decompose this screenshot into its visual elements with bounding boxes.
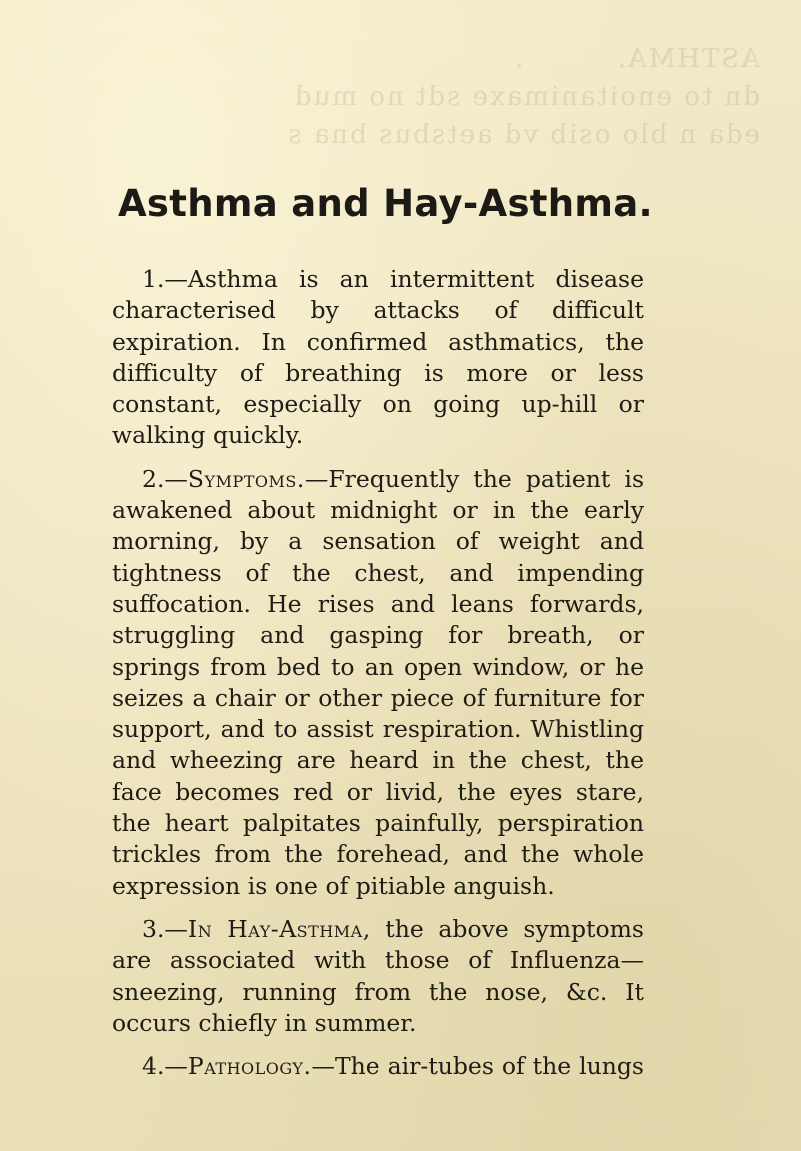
paragraph-number: 4. <box>142 1052 165 1081</box>
paragraph-number: 2. <box>142 464 165 493</box>
paragraph-heading: Pathology. <box>187 1052 312 1081</box>
paragraph-4: 4.—Pathology.—The air-tubes of the lungs <box>142 1052 644 1081</box>
paragraph-body: the above symptoms are associated with those of Influenza—sneezing, running from the nose, &c. It occurs chiefly in summer. <box>112 914 644 1037</box>
body-text <box>112 264 644 1094</box>
paragraph-number: 1. <box>142 265 165 293</box>
paragraph-heading: In Hay-Asthma, <box>187 914 371 943</box>
paragraph-3: 3.—In Hay-Asthma, the above symptoms are associated with those of Influenza—sneezing, running from the nose, &c. It occurs chiefly in summer. <box>112 914 644 1037</box>
page-title: Asthma and Hay-Asthma. <box>118 182 653 225</box>
paragraph-body: Frequently the patient is awakened about midnight or in the early morning, by a sensation of weight and tightness of the chest, and impending suffocation. He rises and leans forwards, struggling and gasping for breath, or springs from bed to an open window, or he seizes a chair or other piece of furniture for support, and to assist respiration. Whistling and wheezing are heard in the chest, the face becomes red or livid, the eyes stare, the heart palpitates painfully, perspiration trickles from the forehead, and the whole expression is one of pitiable anguish. <box>112 464 644 900</box>
paragraph-number: 3. <box>142 914 165 943</box>
paragraph-heading: Symptoms. <box>187 464 305 493</box>
show-through-text: ASTHMA. . dn to enoitanimaxe sdt no mud eda n blo osib vd aetsbus bna s <box>286 44 760 150</box>
paragraph-body: The air-tubes of the lungs <box>334 1052 644 1081</box>
paragraph-1: 1.—Asthma is an intermittent disease characterised by attacks of difficult expiration. In confirmed asthmatics, the difficulty of breathing is more or less constant, especially on going up-hill or walking quickly. <box>112 265 644 450</box>
paragraph-2: 2.—Symptoms.—Frequently the patient is awakened about midnight or in the early morning, by a sensation of weight and tightness of the chest, and impending suffocation. He rises and leans forwards, struggling and gasping for breath, or springs from bed to an open window, or he seizes a chair or other piece of furniture for support, and to assist respiration. Whistling and wheezing are heard in the chest, the face becomes red or livid, the eyes stare, the heart palpitates painfully, perspiration trickles from the forehead, and the whole expression is one of pitiable anguish. <box>112 464 644 900</box>
paragraph-body: Asthma is an intermittent disease characterised by attacks of difficult expiration. In confirmed asthmatics, the difficulty of breathing is more or less constant, especially on going up-hill or walking quickly. <box>112 265 644 450</box>
